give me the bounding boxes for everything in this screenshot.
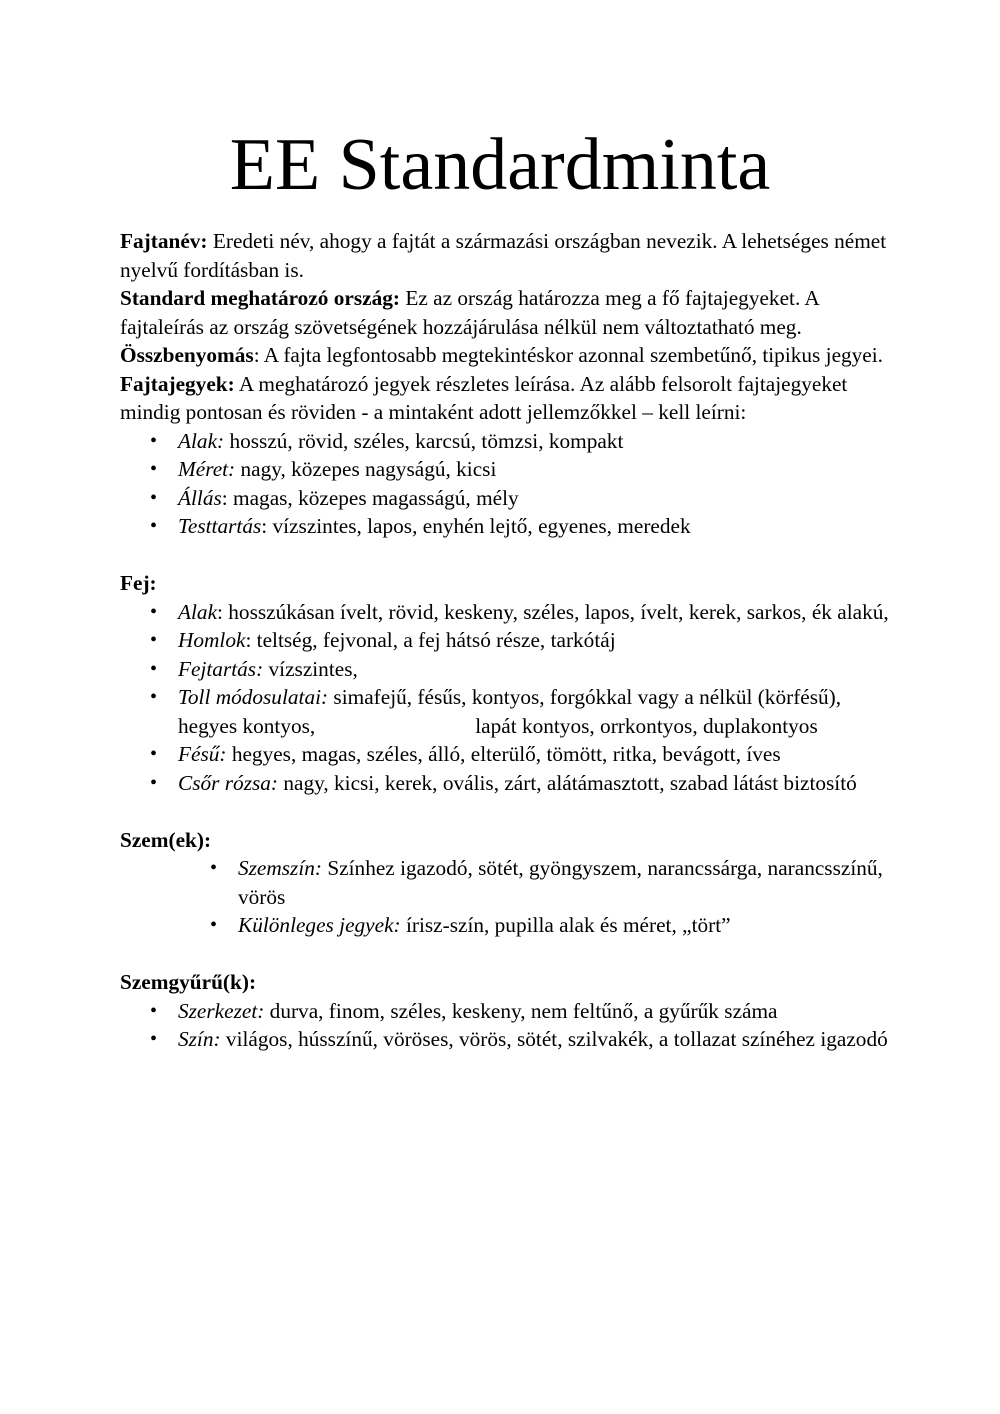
list-item-text: nagy, közepes nagyságú, kicsi <box>235 457 497 481</box>
list-item <box>120 1025 890 1054</box>
list-item-term: Csőr rózsa: <box>178 770 279 795</box>
list-item-term: Alak <box>178 599 218 624</box>
list-item-term: Homlok <box>178 628 246 652</box>
list-item-text: durva, finom, széles, keskeny, nem feltűnő, a gyűrűk száma <box>264 998 778 1023</box>
list-item-text: hosszú, rövid, széles, karcsú, tömzsi, kompakt <box>224 428 624 453</box>
list-item <box>120 740 890 769</box>
text-osszbenyomas: : A fajta legfontosabb megtekintéskor azonnal szembetűnő, tipikus jegyei. <box>253 343 884 367</box>
section-heading-szem: Szem(ek): <box>120 827 212 852</box>
list-item-text: vízszintes, <box>263 656 358 681</box>
spacer <box>120 797 890 826</box>
paragraph-orszag <box>120 284 890 341</box>
paragraph-fajtanev <box>120 227 890 284</box>
text-fajtajegyek: A meghatározó jegyek részletes leírása. Az alább felsorolt fajtajegyeket mindig pontosan és röviden - a mintaként adott jellemzőkkel – kell leírni: <box>120 371 848 424</box>
list-item-term: Szín: <box>178 1027 221 1051</box>
list-fej <box>120 598 890 798</box>
list-item-term: Különleges jegyek: <box>238 913 401 937</box>
spacer <box>120 940 890 969</box>
label-fajtanev: Fajtanév: <box>120 229 208 253</box>
list-item <box>120 626 890 655</box>
list-item-text: : vízszintes, lapos, enyhén lejtő, egyenes, meredek <box>261 514 691 538</box>
document-body <box>120 227 890 1054</box>
list-item <box>120 997 890 1026</box>
list-item-text: írisz-szín, pupilla alak és méret, „tört” <box>400 913 731 937</box>
list-item-text: nagy, kicsi, kerek, ovális, zárt, alátámasztott, szabad látást biztosító <box>278 770 857 795</box>
list-item-term: Fésű: <box>178 742 227 766</box>
list-item-text: : hosszúkásan ívelt, rövid, keskeny, széles, lapos, ívelt, kerek, sarkos, ék alakú, <box>217 599 889 624</box>
list-item-term: Fejtartás: <box>178 656 264 681</box>
list-item-text: simafejű, fésűs, kontyos, forgókkal vagy a nélkül (körfésű), hegyes kontyos, <box>178 685 842 738</box>
list-item <box>120 427 890 456</box>
paragraph-osszbenyomas <box>120 341 890 370</box>
list-item <box>120 854 890 911</box>
list-item <box>120 769 890 798</box>
paragraph-fajtajegyek <box>120 370 890 427</box>
list-item <box>120 512 890 541</box>
text-orszag: Ez az ország határozza meg a fő fajtajegyeket. A fajtaleírás az ország szövetségének hozzájárulása nélkül nem változtatható meg. <box>120 286 819 339</box>
list-item <box>120 655 890 684</box>
list-item-text-continued: lapát kontyos, orrkontyos, duplakontyos <box>475 713 818 738</box>
list-szemgyuru <box>120 997 890 1054</box>
list-item-text: : magas, közepes magasságú, mély <box>221 485 519 510</box>
list-item-text: világos, hússzínű, vöröses, vörös, sötét, szilvakék, a tollazat színéhez igazodó <box>220 1027 888 1051</box>
list-item-term: Alak: <box>178 428 225 453</box>
list-item <box>120 455 890 484</box>
list-item <box>120 911 890 940</box>
list-item-text: Színhez igazodó, sötét, gyöngyszem, narancssárga, narancsszínű, vörös <box>238 856 883 909</box>
list-item-text: hegyes, magas, széles, álló, elterülő, tömött, ritka, bevágott, íves <box>226 742 781 766</box>
list-item-term: Méret: <box>178 457 236 481</box>
list-item <box>120 484 890 513</box>
list-item-term: Toll módosulatai: <box>178 685 329 709</box>
list-item-term: Testtartás <box>178 514 262 538</box>
section-heading-szemgyuru: Szemgyűrű(k): <box>120 970 257 994</box>
list-item-term: Állás <box>178 485 222 510</box>
label-fajtajegyek: Fajtajegyek: <box>120 371 235 396</box>
list-fajtajegyek <box>120 427 890 541</box>
label-osszbenyomas: Összbenyomás <box>120 343 254 367</box>
spacer <box>120 541 890 570</box>
list-szem <box>120 854 890 940</box>
page-title: EE Standardminta <box>229 124 771 206</box>
list-item-text: : teltség, fejvonal, a fej hátsó része, tarkótáj <box>245 628 616 652</box>
list-item <box>120 598 890 627</box>
list-item-term: Szemszín: <box>238 856 323 880</box>
list-item-term: Szerkezet: <box>178 998 265 1023</box>
section-heading-fej: Fej: <box>120 571 157 595</box>
text-fajtanev: Eredeti név, ahogy a fajtát a származási országban nevezik. A lehetséges német nyelvű fordításban is. <box>120 229 887 282</box>
label-orszag: Standard meghatározó ország: <box>120 286 400 310</box>
list-item <box>120 683 890 740</box>
